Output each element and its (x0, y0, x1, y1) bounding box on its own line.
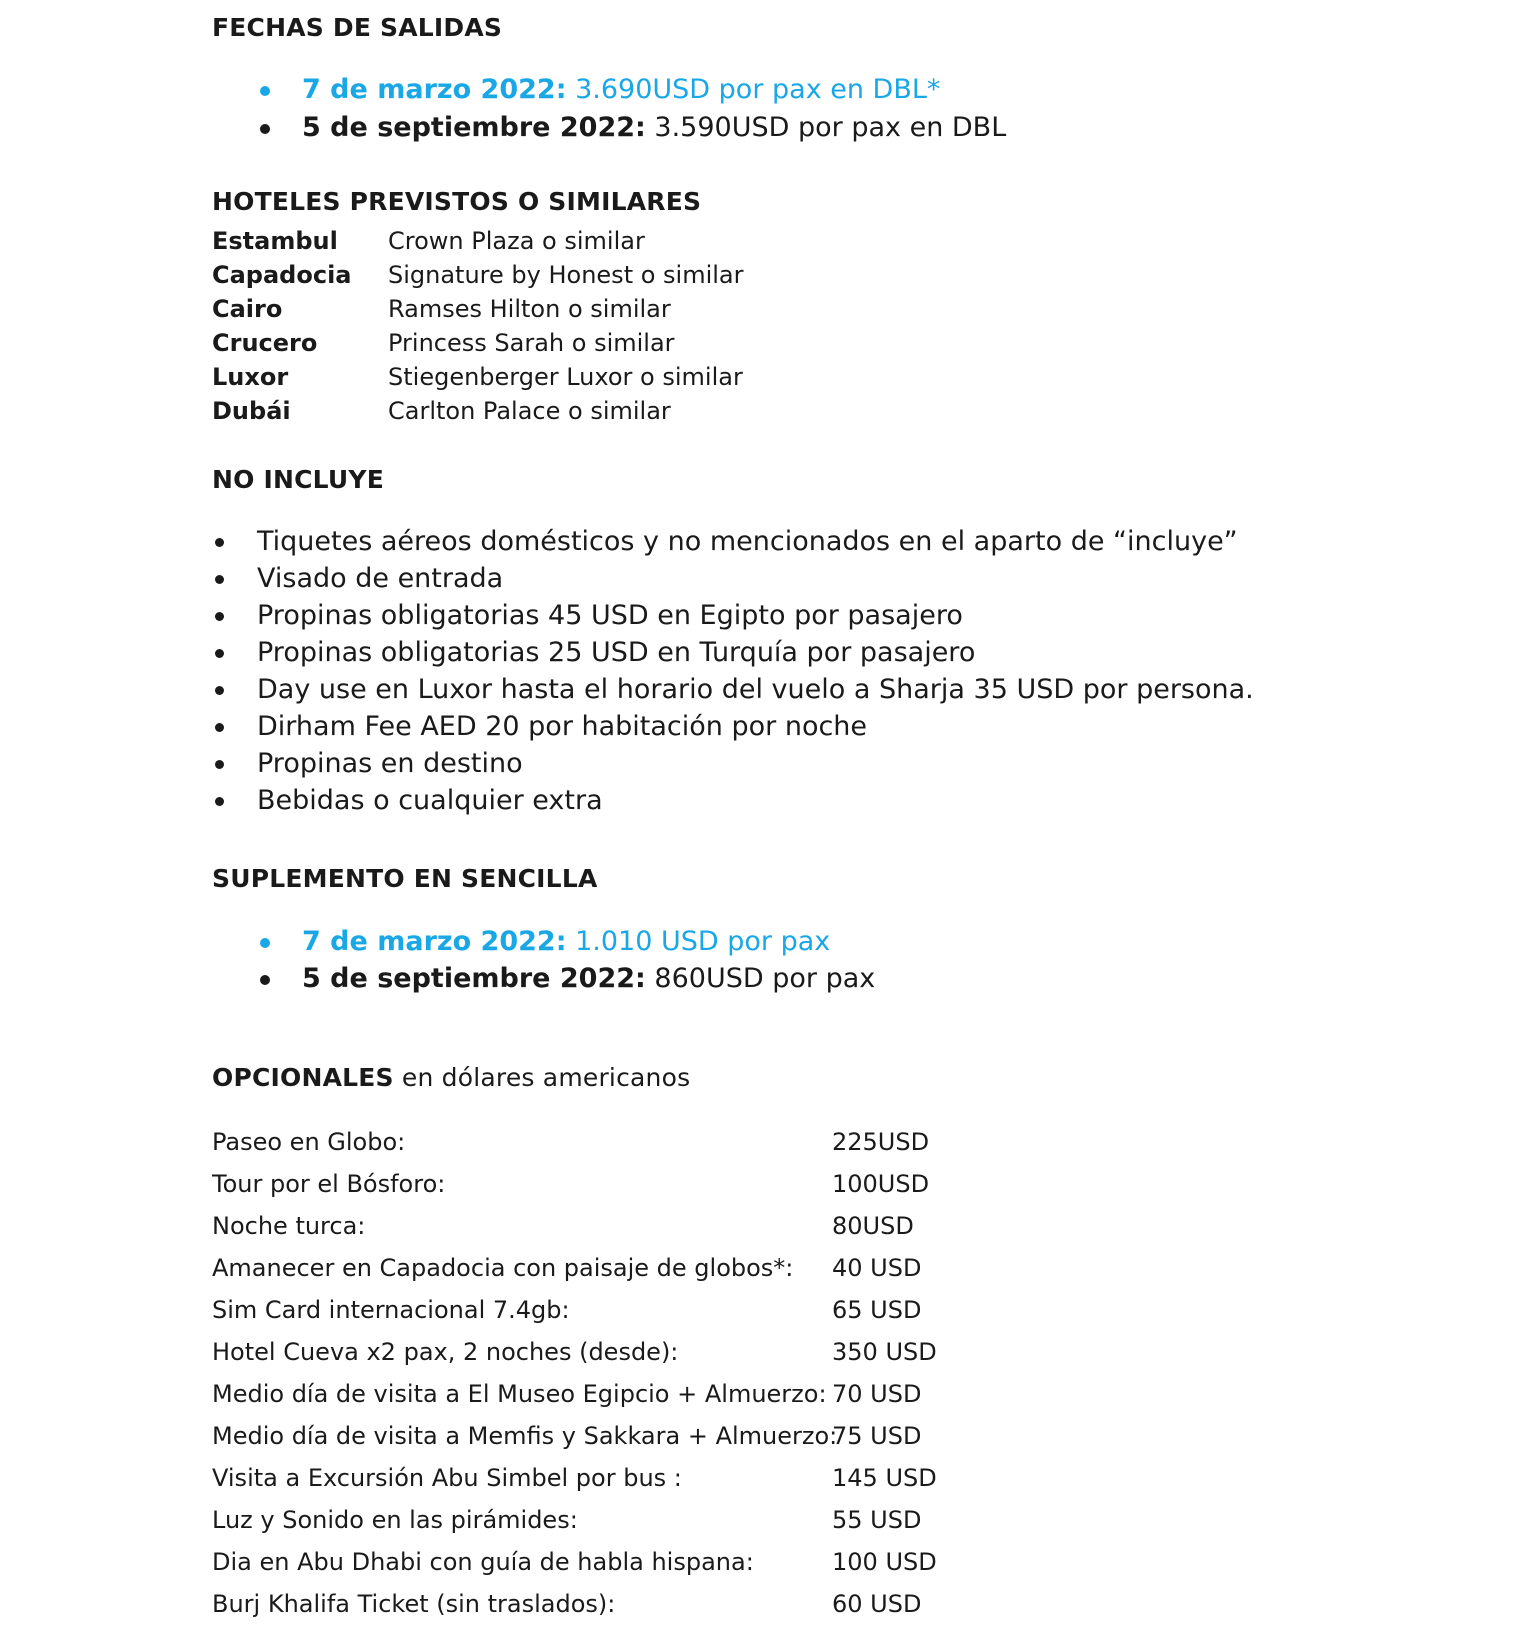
hotel-city: Cairo (212, 295, 283, 323)
hotel-name: Princess Sarah o similar (388, 329, 675, 357)
heading-fechas-de-salidas: FECHAS DE SALIDAS (212, 13, 503, 42)
exclusion-item: Propinas en destino (257, 746, 1457, 782)
departure-date-price: 3.590USD por pax en DBL (645, 112, 1007, 143)
supplement-item (302, 961, 1302, 997)
optional-price: 60 USD (832, 1590, 922, 1618)
optional-name: Amanecer en Capadocia con paisaje de globos*: (212, 1254, 794, 1282)
supplement-date-label: 5 de septiembre 2022: (302, 963, 646, 994)
optional-name: Paseo en Globo: (212, 1128, 406, 1156)
heading-hoteles: HOTELES PREVISTOS O SIMILARES (212, 187, 702, 216)
departure-date-label: 7 de marzo 2022: (302, 74, 567, 105)
exclusion-item: Tiquetes aéreos domésticos y no mencionados en el aparto de “incluye” (257, 524, 1457, 560)
exclusion-item: Day use en Luxor hasta el horario del vuelo a Sharja 35 USD por persona. (257, 672, 1457, 708)
hotel-name: Stiegenberger Luxor o similar (388, 363, 743, 391)
hotel-city: Luxor (212, 363, 289, 391)
hotel-name: Signature by Honest o similar (388, 261, 744, 289)
optional-price: 65 USD (832, 1296, 922, 1324)
hotel-city: Estambul (212, 227, 338, 255)
supplement-price: 1.010 USD por pax (566, 926, 831, 957)
exclusion-item: Propinas obligatorias 45 USD en Egipto por pasajero (257, 598, 1457, 634)
departure-date-label: 5 de septiembre 2022: (302, 112, 646, 143)
optional-price: 350 USD (832, 1338, 937, 1366)
heading-opcionales-rest: en dólares americanos (393, 1063, 691, 1092)
optional-price: 225USD (832, 1128, 930, 1156)
optional-name: Visita a Excursión Abu Simbel por bus : (212, 1464, 682, 1492)
exclusion-item: Visado de entrada (257, 561, 1457, 597)
optional-name: Luz y Sonido en las pirámides: (212, 1506, 578, 1534)
supplement-price: 860USD por pax (645, 963, 876, 994)
optional-name: Burj Khalifa Ticket (sin traslados): (212, 1590, 616, 1618)
hotel-city: Capadocia (212, 261, 352, 289)
optional-price: 55 USD (832, 1506, 922, 1534)
departure-date-price: 3.690USD por pax en DBL* (566, 74, 941, 105)
heading-suplemento: SUPLEMENTO EN SENCILLA (212, 864, 598, 893)
optional-price: 40 USD (832, 1254, 922, 1282)
exclusion-item: Bebidas o cualquier extra (257, 783, 1457, 819)
hotel-city: Dubái (212, 397, 291, 425)
exclusion-item: Propinas obligatorias 25 USD en Turquía por pasajero (257, 635, 1457, 671)
hotel-city: Crucero (212, 329, 318, 357)
optional-price: 70 USD (832, 1380, 922, 1408)
optional-price: 145 USD (832, 1464, 937, 1492)
optional-name: Dia en Abu Dhabi con guía de habla hispana: (212, 1548, 754, 1576)
optional-name: Noche turca: (212, 1212, 366, 1240)
departure-date-item (302, 72, 1302, 108)
optional-name: Tour por el Bósforo: (212, 1170, 446, 1198)
hotel-name: Crown Plaza o similar (388, 227, 645, 255)
optional-price: 100USD (832, 1170, 930, 1198)
heading-opcionales-bold: OPCIONALES (212, 1063, 394, 1092)
optional-name: Medio día de visita a Memfis y Sakkara + Almuerzo: (212, 1422, 838, 1450)
exclusion-item: Dirham Fee AED 20 por habitación por noche (257, 709, 1457, 745)
optional-name: Hotel Cueva x2 pax, 2 noches (desde): (212, 1338, 679, 1366)
heading-no-incluye: NO INCLUYE (212, 465, 384, 494)
hotel-name: Ramses Hilton o similar (388, 295, 671, 323)
optional-price: 75 USD (832, 1422, 922, 1450)
optional-price: 80USD (832, 1212, 914, 1240)
optional-name: Sim Card internacional 7.4gb: (212, 1296, 570, 1324)
supplement-date-label: 7 de marzo 2022: (302, 926, 567, 957)
optional-price: 100 USD (832, 1548, 937, 1576)
departure-date-item (302, 110, 1302, 146)
supplement-item (302, 924, 1302, 960)
hotel-name: Carlton Palace o similar (388, 397, 671, 425)
optional-name: Medio día de visita a El Museo Egipcio + Almuerzo: (212, 1380, 827, 1408)
heading-opcionales (212, 1062, 690, 1094)
